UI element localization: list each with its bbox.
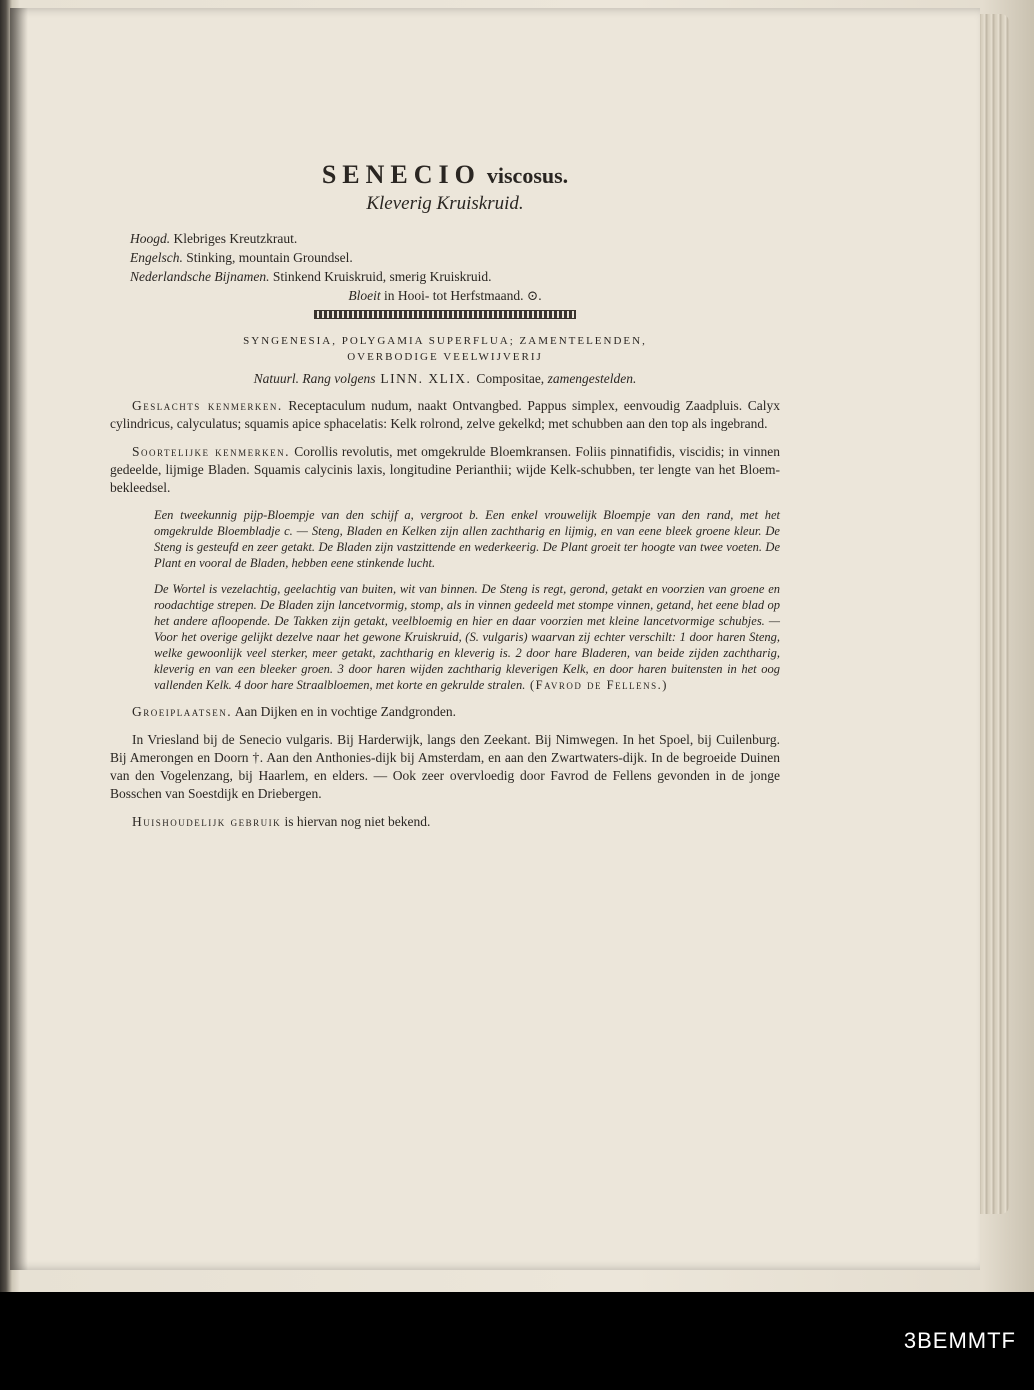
- localities: In Vriesland bij de Senecio vulgaris. Bij Harderwijk, langs den Zeekant. Bij Nimwegen. In het Spoel, bij Cuilenburg. Bij Amerongen en Doorn †. Aan den Anthonies-dijk bij Amsterdam, en aan den Zwartwaters-dijk. In de begroeide Duinen van den Vogelenzang, bij Haarlem, en elders. — Ook zeer overvloedig door Favrod de Fellens gevonden in de jonge Bosschen van Soestdijk en Driebergen.: [110, 732, 780, 801]
- name-line-english: Engelsch. Stinking, mountain Groundsel.: [130, 250, 353, 265]
- description-plant: De Wortel is vezelachtig, geelachtig van buiten, wit van binnen. De Steng is regt, gerond, getakt en voorzien van groene en roodachtige strepen. De Bladen zijn lancetvormig, stomp, als in vinnen gedeeld met stompe vinnen, getand, het eene blad op het andere afloopende. De Takken zijn getakt, veelbloemig en hier en daar voorzien met kleine lancetvormige schubjes. — Voor het overige gelijkt dezelve naar het gewone Kruiskruid, (S. vulgaris) waarvan zij echter verschilt: 1 door haren Steng, welke gewoonlijk veel sterker, meer getakt, zachtharig en kleverig is. 2 door hare Bladeren, van beide zijden zachtharig, kleverig en van een bleeker groen. 3 door haren wijden zachtharig kleverigen Kelk, en door haren buitensten in het oog vallenden Kelk. 4 door hare Straalbloemen, met korte en gekrulde stralen. (Favrod de Fellens.): [154, 582, 780, 692]
- natural-order: Natuurl. Rang volgens LINN. XLIX. Compositae, zamengestelden.: [253, 371, 637, 386]
- page-edges: [975, 14, 1009, 1214]
- species-title: [110, 160, 780, 191]
- common-names: [110, 229, 780, 286]
- habitat: Groeiplaatsen. Aan Dijken en in vochtige Zandgronden.: [132, 704, 456, 719]
- name-line-german: Hoogd. Klebriges Kreutzkraut.: [130, 231, 298, 246]
- genus-name: SENECIO: [321, 160, 481, 189]
- bloom-period: Bloeit in Hooi- tot Herfstmaand. ⊙.: [348, 288, 542, 303]
- dutch-name: Kleverig Kruiskruid.: [366, 193, 524, 214]
- page-text: [110, 160, 780, 841]
- classification-line-1: SYNGENESIA, POLYGAMIA SUPERFLUA; ZAMENTELENDEN,: [243, 335, 647, 347]
- stock-footer-bar: [0, 1292, 1034, 1390]
- image-id: 3BEMMTF: [903, 1328, 1016, 1353]
- spine-shadow: [10, 8, 28, 1270]
- household-use: Huishoudelijk gebruik is hiervan nog niet bekend.: [132, 814, 431, 829]
- classification-line-2: OVERBODIGE VEELWIJVERIJ: [347, 351, 543, 363]
- description-plate: Een tweekunnig pijp-Bloempje van den schijf a, vergroot b. Een enkel vrouwelijk Bloempje van den rand, met het omgekrulde Bloembladje c. — Steng, Bladen en Kelken zijn allen zachtharig en lijmig, en van eene bleek groene kleur. De Steng is gesteufd en zeer getakt. De Bladen zijn vastzittende en wederkeerig. De Plant groeit ter hoogte van twee voeten. De Plant en vooral de Bladen, hebben eene stinkende lucht.: [154, 508, 780, 570]
- genus-characters: Geslachts kenmerken. Receptaculum nudum, naakt Ontvangbed. Pappus simplex, eenvoudig Zaadpluis. Calyx cylindricus, calyculatus; squamis apice sphacelatis: Kelk rolrond, zelve gekelkd; met schubben aan den top als ingebrand.: [110, 398, 780, 431]
- ornamental-rule: [314, 310, 576, 319]
- name-line-dutch: Nederlandsche Bijnamen. Stinkend Kruiskruid, smerig Kruiskruid.: [130, 269, 492, 284]
- species-characters: Soortelijke kenmerken. Corollis revolutis, met omgekrulde Bloemkransen. Foliis pinnatifidis, viscidis; in vinnen gedeelde, lijmige Bladen. Squamis calycinis laxis, longitudine Perianthii; wijde Kelk-schubben, ter lengte van het Bloem-bekleedsel.: [110, 444, 780, 495]
- species-name: viscosus.: [486, 163, 569, 188]
